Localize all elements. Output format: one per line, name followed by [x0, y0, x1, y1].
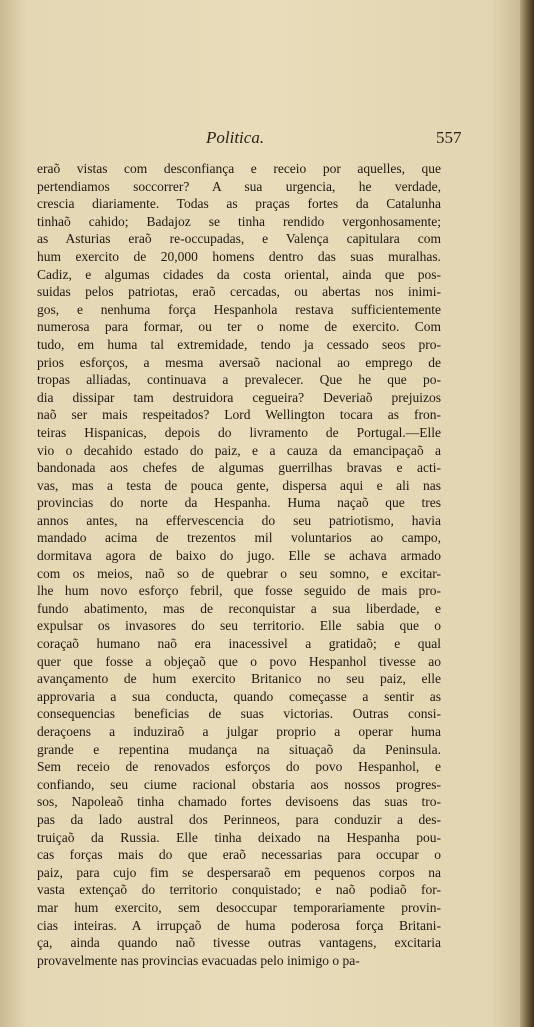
text-line: sos, Napoleaõ tinha chamado fortes devisoens das suas tro-: [37, 794, 441, 810]
text-line: mandado acima de trezentos mil voluntarios ao campo,: [37, 530, 441, 546]
text-line: truiçaõ da Russia. Elle tinha deixado na Hespanha pou-: [37, 829, 441, 845]
text-line: as Asturias eraõ re-occupadas, e Valença capitulara com: [37, 231, 441, 247]
text-line: expulsar os invasores do seu territorio. Elle sabia que o: [37, 618, 441, 634]
text-line: hum exercito de 20,000 homens dentro das suas muralhas.: [37, 248, 441, 264]
text-line: dia dissipar tam destruidora cegueira? Deveriaõ prejuizos: [37, 389, 441, 405]
text-line: eraõ vistas com desconfiança e receio por aquelles, que: [37, 161, 441, 176]
text-line: tropas alliadas, continuava a prevalecer. Que he que po-: [37, 372, 441, 388]
page-number: 557: [436, 128, 462, 147]
text-line: paiz, para cujo fim se despersaraõ em pequenos corpos na: [37, 864, 441, 880]
text-line: tinhaõ cahido; Badajoz se tinha rendido vergonhosamente;: [37, 213, 441, 229]
text-line: bandonada aos chefes de algumas guerrilhas bravas e acti-: [37, 460, 441, 476]
text-line: naõ ser mais respeitados? Lord Wellington tocara as fron-: [37, 407, 441, 423]
text-line: numerosa para formar, ou ter o nome de exercito. Com: [37, 319, 441, 335]
text-line: vasta extençaõ do territorio conquistado; e naõ podiaõ for-: [37, 882, 441, 898]
text-line: mar hum exercito, sem desoccupar temporariamente provin-: [37, 899, 441, 915]
text-line: dormitava agora de baixo do jugo. Elle se achava armado: [37, 548, 441, 564]
text-line: suidas pelos patriotas, eraõ cercadas, ou abertas nos inimi-: [37, 284, 441, 300]
text-line: consequencias beneficias de suas victorias. Outras consi-: [37, 706, 441, 722]
text-line: vio o decahido estado do paiz, e a cauza da emancipaçaõ a: [37, 442, 441, 458]
text-line: quer que fosse a objeçaõ que o povo Hespanhol tivesse ao: [37, 653, 441, 669]
text-line: pertendiamos soccorrer? A sua urgencia, he verdade,: [37, 178, 441, 194]
text-line: vas, mas a testa de pouca gente, dispersa aqui e ali nas: [37, 477, 441, 493]
text-line: deraçoens a induziraõ a julgar proprio a operar huma: [37, 724, 441, 739]
text-line: Sem receio de renovados esforços do povo Hespanhol, e: [37, 759, 441, 775]
text-line: annos antes, na effervescencia do seu patriotismo, havia: [37, 512, 441, 528]
page-header: [0, 128, 534, 152]
text-line: lhe hum novo esforço febril, que fosse seguido de mais pro-: [37, 583, 441, 599]
text-line: avançamento de hum exercito Britanico no seu paiz, elle: [37, 671, 441, 687]
text-line: ça, ainda quando naõ tivesse outras vantagens, excitaria: [37, 935, 441, 951]
running-title: Politica.: [206, 128, 265, 147]
text-line: gos, e nenhuma força Hespanhola restava sufficientemente: [37, 301, 441, 317]
text-line: provavelmente nas provincias evacuadas pelo inimigo o pa-: [37, 952, 360, 968]
page-edge-shadow: [520, 0, 534, 1027]
text-line: confiando, seu ciume racional obstaria aos nossos progres-: [37, 776, 441, 792]
text-line: provincias do norte da Hespanha. Huma naçaõ que tres: [37, 495, 441, 511]
text-line: grande e repentina mudança na situaçaõ da Peninsula.: [37, 741, 441, 757]
text-line: Cadiz, e algumas cidades da costa oriental, ainda que pos-: [37, 266, 441, 282]
text-line: coraçaõ humano naõ era inacessivel a gratidaõ; e qual: [37, 636, 441, 652]
text-line: pas da lado austral dos Perinneos, para conduzir a des-: [37, 811, 441, 827]
text-line: teiras Hispanicas, depois do livramento de Portugal.—Elle: [37, 424, 441, 440]
text-line: com os meios, naõ so de quebrar o seu somno, e excitar-: [37, 565, 441, 581]
text-line: approvaria a sua conducta, quando começasse a sentir as: [37, 688, 441, 704]
text-line: cias inteiras. A irrupçaõ de huma poderosa força Britani-: [37, 917, 441, 933]
body-text: [37, 160, 441, 969]
text-line: crescia diariamente. Todas as praças fortes da Catalunha: [37, 196, 441, 212]
text-line: tudo, em huma tal extremidade, tendo ja cessado seos pro-: [37, 336, 441, 352]
text-line: fundo abatimento, mas de reconquistar a sua liberdade, e: [37, 600, 441, 616]
text-line: cas forças mais do que eraõ necessarias para occupar o: [37, 847, 441, 863]
text-line: prios esforços, a mesma aversaõ nacional ao emprego de: [37, 354, 441, 370]
